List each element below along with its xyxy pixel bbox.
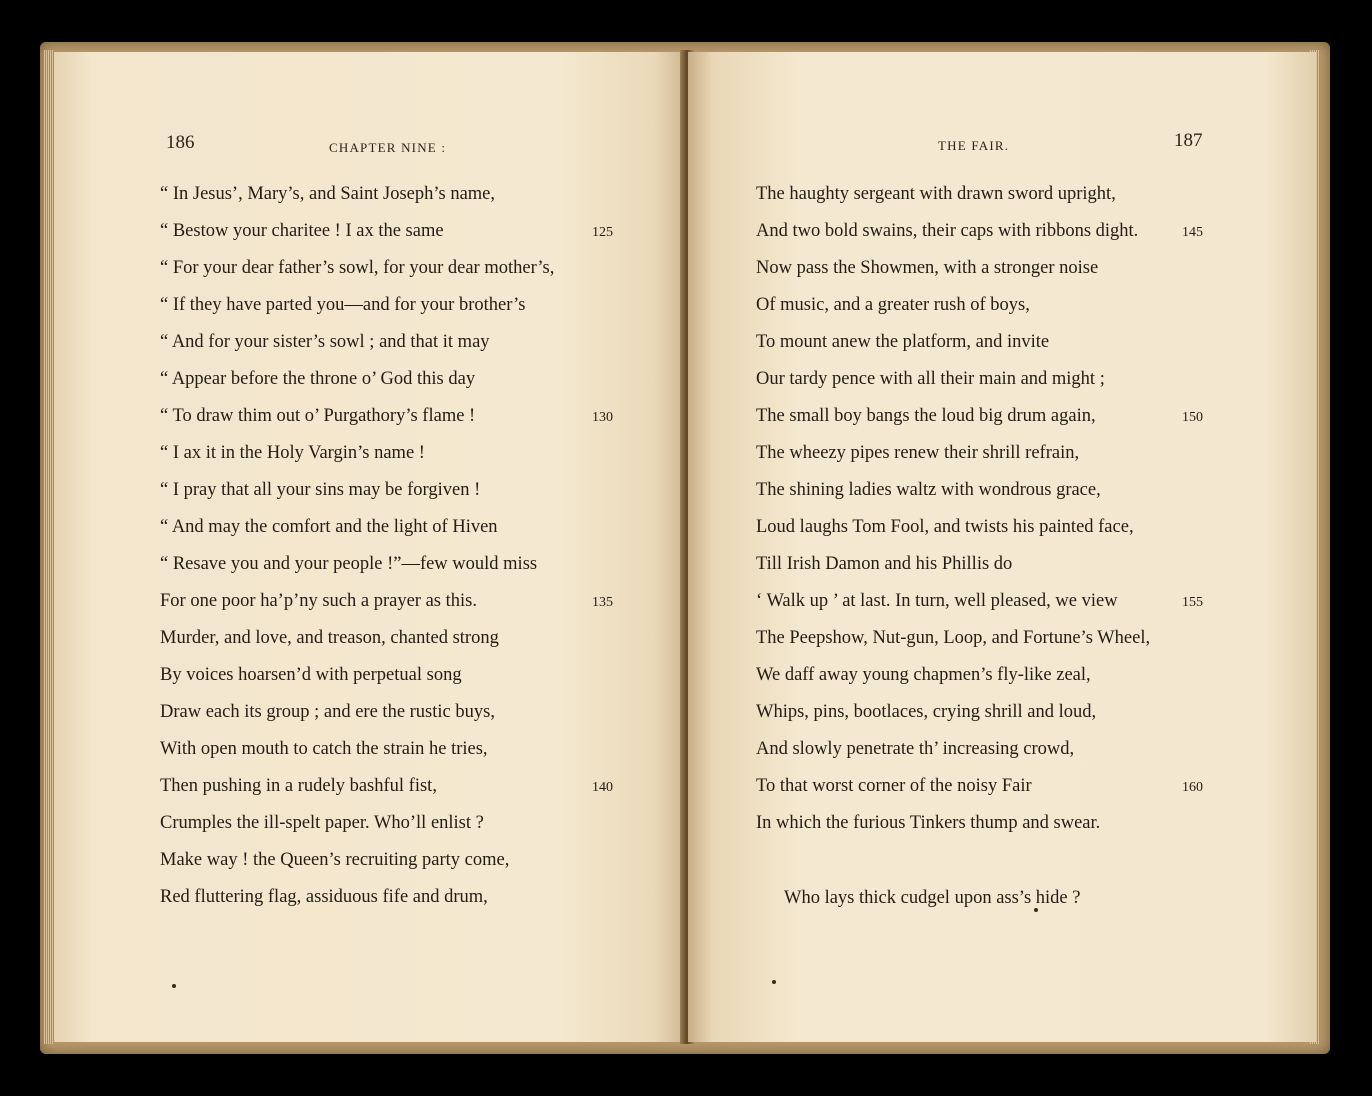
verse-text: “ For your dear father’s sowl, for your dear mother’s, (160, 258, 555, 278)
verse-text: “ If they have parted you—and for your brother’s (160, 295, 526, 315)
verse-line (160, 583, 613, 620)
verse-text: To mount anew the platform, and invite (756, 332, 1050, 352)
verse-text: “ Resave you and your people !”—few would miss (160, 554, 538, 574)
line-number: 150 (1182, 410, 1203, 425)
verse-line (160, 361, 554, 398)
verse-line (160, 213, 613, 250)
verse-line (160, 509, 554, 546)
verse-text: In which the furious Tinkers thump and swear. (756, 813, 1101, 833)
verse-line (160, 176, 554, 213)
verse-text: Our tardy pence with all their main and might ; (756, 369, 1105, 389)
verse-line (756, 694, 1150, 731)
verse-line (756, 176, 1150, 213)
verse-text: “ And may the comfort and the light of Hiven (160, 517, 498, 537)
verse-text: “ Bestow your charitee ! I ax the same (160, 221, 444, 241)
verse-text: “ I pray that all your sins may be forgiven ! (160, 480, 481, 500)
left-page-number: 186 (166, 132, 195, 153)
verse-line (160, 842, 554, 879)
verse-line (160, 324, 554, 361)
verse-line (756, 805, 1150, 842)
verse-text: We daff away young chapmen’s fly-like zeal, (756, 665, 1091, 685)
left-page (54, 52, 686, 1042)
verse-text: Till Irish Damon and his Phillis do (756, 554, 1013, 574)
verse-text: “ Appear before the throne o’ God this day (160, 369, 476, 389)
line-number: 155 (1182, 595, 1203, 610)
verse-line (756, 324, 1150, 361)
verse-text: Now pass the Showmen, with a stronger noise (756, 258, 1099, 278)
verse-line (756, 583, 1203, 620)
verse-text: “ In Jesus’, Mary’s, and Saint Joseph’s name, (160, 184, 496, 204)
verse-text: By voices hoarsen’d with perpetual song (160, 665, 462, 685)
line-number: 135 (592, 595, 613, 610)
verse-text: The Peepshow, Nut-gun, Loop, and Fortune’s Wheel, (756, 628, 1151, 648)
verse-line (160, 250, 554, 287)
verse-line (160, 435, 554, 472)
verse-line (756, 361, 1150, 398)
verse-text: Loud laughs Tom Fool, and twists his painted face, (756, 517, 1134, 537)
right-page (688, 52, 1316, 1042)
verse-line (160, 546, 554, 583)
line-number: 140 (592, 780, 613, 795)
verse-line (160, 620, 554, 657)
verse-line (756, 546, 1150, 583)
book-spread (40, 42, 1330, 1054)
verse-line (160, 398, 613, 435)
verse-line (160, 472, 554, 509)
verse-line (756, 435, 1150, 472)
line-number: 125 (592, 225, 613, 240)
verse-line (160, 287, 554, 324)
verse-text: “ I ax it in the Holy Vargin’s name ! (160, 443, 425, 463)
verse-text: And two bold swains, their caps with ribbons dight. (756, 221, 1139, 241)
verse-text: “ And for your sister’s sowl ; and that it may (160, 332, 490, 352)
right-page-number: 187 (1174, 130, 1203, 151)
left-running-head: CHAPTER NINE : (329, 140, 447, 155)
verse-line (160, 805, 554, 842)
left-page-edges (44, 50, 54, 1044)
verse-line (756, 768, 1203, 805)
verse-text: For one poor ha’p’ny such a prayer as this. (160, 591, 477, 611)
verse-text: Then pushing in a rudely bashful fist, (160, 776, 437, 796)
verse-line (756, 398, 1203, 435)
line-number: 160 (1182, 780, 1203, 795)
verse-text: And slowly penetrate th’ increasing crowd, (756, 739, 1075, 759)
line-number: 130 (592, 410, 613, 425)
verse-text: With open mouth to catch the strain he tries, (160, 739, 488, 759)
verse-line (756, 250, 1150, 287)
verse-text: Of music, and a greater rush of boys, (756, 295, 1030, 315)
right-verse-lines (756, 176, 1203, 842)
verse-line (756, 657, 1150, 694)
verse-line (160, 694, 554, 731)
verse-text: Red fluttering flag, assiduous fife and drum, (160, 887, 488, 907)
verse-text: The small boy bangs the loud big drum again, (756, 406, 1096, 426)
verse-line (160, 768, 613, 805)
verse-text: ‘ Walk up ’ at last. In turn, well pleased, we view (756, 591, 1118, 611)
verse-line (756, 620, 1150, 657)
verse-text: Make way ! the Queen’s recruiting party come, (160, 850, 510, 870)
verse-line (756, 509, 1150, 546)
verse-text: To that worst corner of the noisy Fair (756, 776, 1032, 796)
verse-text: Murder, and love, and treason, chanted strong (160, 628, 499, 648)
verse-text: The shining ladies waltz with wondrous grace, (756, 480, 1101, 500)
ink-speck (1034, 908, 1038, 912)
ink-speck (172, 984, 176, 988)
verse-line (756, 731, 1150, 768)
verse-line (160, 657, 554, 694)
verse-text: Whips, pins, bootlaces, crying shrill and loud, (756, 702, 1097, 722)
right-stanza-line: Who lays thick cudgel upon ass’s hide ? (784, 888, 1081, 908)
verse-line (756, 213, 1203, 250)
verse-line (756, 472, 1150, 509)
verse-text: Draw each its group ; and ere the rustic buys, (160, 702, 495, 722)
verse-text: “ To draw thim out o’ Purgathory’s flame ! (160, 406, 476, 426)
verse-text: Crumples the ill-spelt paper. Who’ll enlist ? (160, 813, 484, 833)
verse-line (160, 879, 554, 916)
verse-text: The haughty sergeant with drawn sword upright, (756, 184, 1116, 204)
verse-line (756, 287, 1150, 324)
verse-text: The wheezy pipes renew their shrill refrain, (756, 443, 1080, 463)
left-verse-lines (160, 176, 613, 916)
ink-speck (772, 980, 776, 984)
line-number: 145 (1182, 225, 1203, 240)
right-running-head: THE FAIR. (938, 138, 1010, 153)
verse-line (160, 731, 554, 768)
